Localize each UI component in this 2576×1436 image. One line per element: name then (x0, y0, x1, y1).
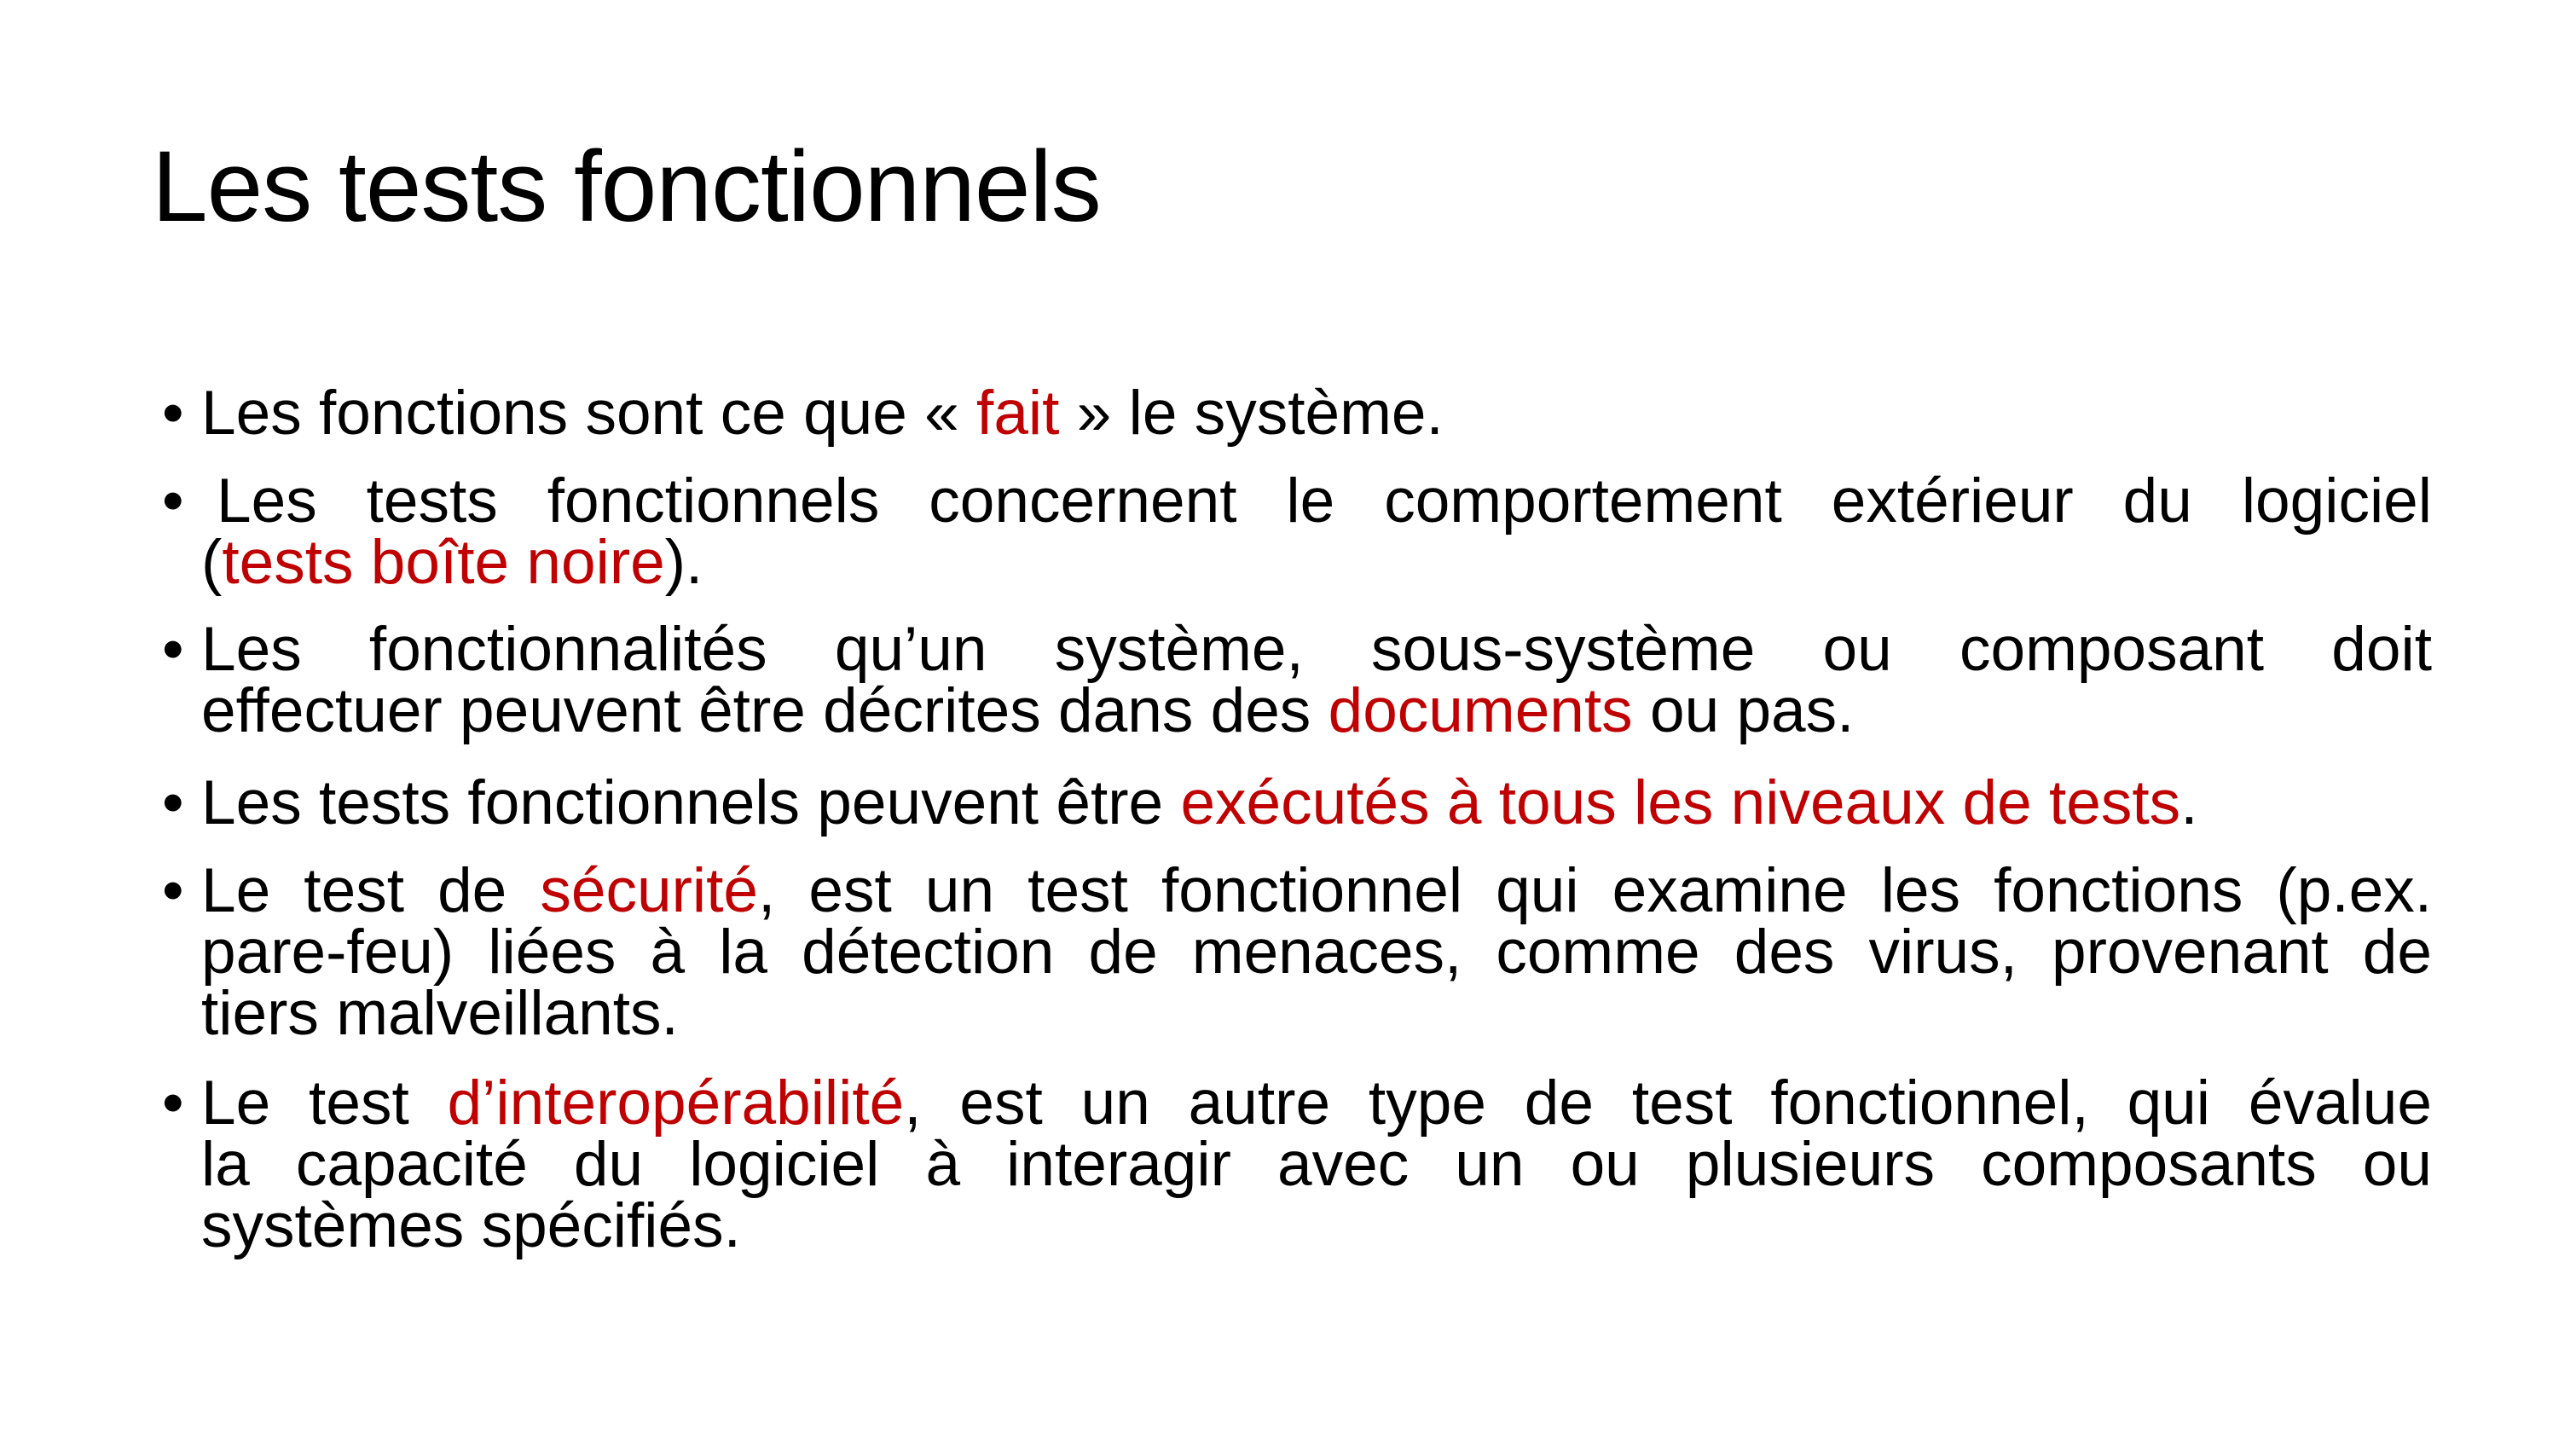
bullet-line (201, 379, 2432, 448)
bullet-line (201, 918, 2432, 987)
highlight-text: d’interopérabilité (447, 1068, 905, 1138)
highlight-text: sécurité (540, 856, 758, 925)
text: Le test de (201, 856, 541, 925)
bullet-icon: • (162, 856, 184, 925)
bullet-item (162, 615, 2432, 745)
text: ). (664, 528, 703, 597)
bullet-icon: • (162, 466, 184, 536)
bullet-item (162, 466, 2432, 597)
bullet-line (201, 528, 2432, 597)
bullet-item (162, 1068, 2432, 1260)
text: Le test (201, 1068, 448, 1138)
highlight-text: tests boîte noire (222, 528, 665, 597)
bullet-item (162, 856, 2433, 1048)
text: » le système. (1059, 379, 1444, 448)
bullet-line (217, 466, 2432, 536)
highlight-text: fait (976, 379, 1060, 448)
highlight-text: exécutés à tous les niveaux de tests (1180, 768, 2181, 837)
bullet-line (201, 979, 2432, 1048)
text: ou pas. (1632, 676, 1855, 745)
bullet-item (162, 768, 2432, 837)
bullet-line (201, 1191, 2432, 1260)
text: Les fonctions sont ce que « (201, 379, 977, 448)
text: systèmes spécifiés. (201, 1191, 741, 1260)
text: pare-feu) liées à la détection de menaces, comme des virus, provenant de (201, 918, 2432, 987)
bullet-line (201, 856, 2433, 925)
text: Les tests fonctionnels peuvent être (201, 768, 1181, 837)
text: effectuer peuvent être décrites dans des (201, 676, 1329, 745)
bullet-item (162, 379, 2432, 448)
text: . (2180, 768, 2198, 837)
bullet-line (201, 676, 2432, 745)
bullet-line (201, 1130, 2432, 1199)
bullet-line (201, 768, 2432, 837)
text: la capacité du logiciel à interagir avec un ou plusieurs composants ou (201, 1130, 2432, 1199)
text: , est un autre type de test fonctionnel, qui évalue (904, 1068, 2432, 1138)
bullet-line (201, 1068, 2432, 1138)
highlight-text: documents (1328, 676, 1633, 745)
text: ( (201, 528, 223, 597)
text: , est un test fonctionnel qui examine les fonctions (p.ex. (758, 856, 2433, 925)
bullet-icon: • (162, 379, 184, 448)
text: tiers malveillants. (201, 979, 679, 1048)
bullet-line (201, 615, 2432, 684)
bullet-icon: • (162, 1068, 184, 1138)
text: Les tests fonctionnels concernent le comportement extérieur du logiciel (217, 466, 2432, 536)
bullet-icon: • (162, 615, 184, 684)
bullet-icon: • (162, 768, 184, 837)
text: Les fonctionnalités qu’un système, sous-système ou composant doit (201, 615, 2432, 684)
slide-title: Les tests fonctionnels (152, 130, 1101, 243)
